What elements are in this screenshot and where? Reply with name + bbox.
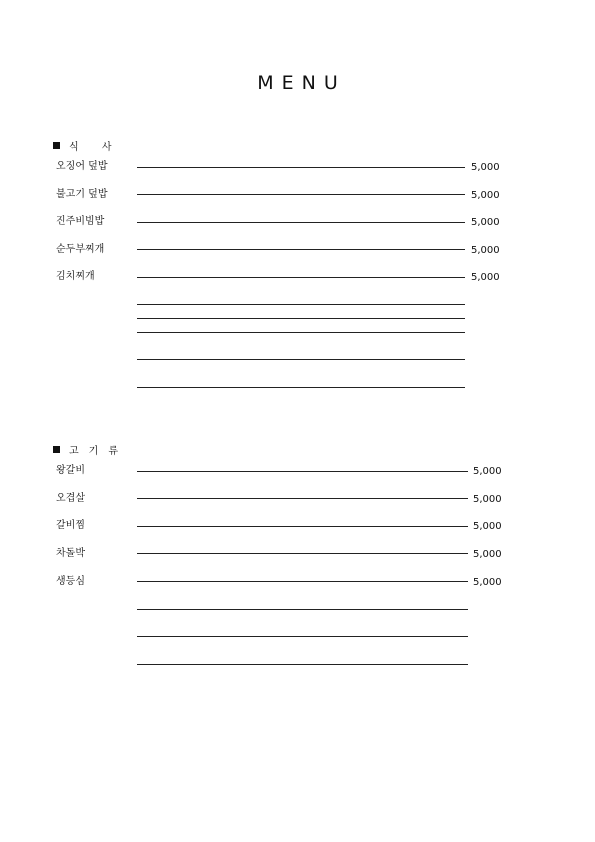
- menu-item-name: 갈비찜: [56, 520, 85, 531]
- menu-item-price: 5,000: [473, 466, 502, 477]
- menu-item-price: 5,000: [473, 549, 502, 560]
- leader-line: [137, 249, 465, 250]
- menu-item-price: 5,000: [473, 494, 502, 505]
- leader-line: [137, 194, 465, 195]
- leader-line: [137, 498, 468, 499]
- menu-item-name: 불고기 덮밥: [56, 189, 108, 200]
- leader-line: [137, 167, 465, 168]
- square-bullet-icon: [53, 142, 60, 149]
- menu-item-price: 5,000: [473, 521, 502, 532]
- section-label: 식 사: [69, 142, 122, 153]
- menu-item-price: 5,000: [471, 162, 500, 173]
- menu-item-name: 왕갈비: [56, 465, 85, 476]
- leader-line: [137, 581, 468, 582]
- menu-item-name: 오겹살: [56, 493, 85, 504]
- leader-line: [137, 222, 465, 223]
- page-title: MENU: [257, 72, 346, 94]
- leader-line: [137, 471, 468, 472]
- blank-line: [137, 332, 465, 333]
- menu-item-price: 5,000: [471, 217, 500, 228]
- menu-item-name: 생등심: [56, 576, 85, 587]
- blank-line: [137, 664, 468, 665]
- menu-item-price: 5,000: [473, 577, 502, 588]
- section-heading-meals: [53, 138, 122, 153]
- menu-item-name: 김치찌개: [56, 271, 95, 282]
- blank-line: [137, 636, 468, 637]
- section-label: 고기류: [69, 446, 128, 457]
- section-heading-meats: [53, 442, 128, 457]
- blank-line: [137, 387, 465, 388]
- blank-line: [137, 304, 465, 305]
- blank-line: [137, 359, 465, 360]
- leader-line: [137, 526, 468, 527]
- menu-item-price: 5,000: [471, 190, 500, 201]
- menu-item-name: 진주비빔밥: [56, 216, 105, 227]
- menu-item-price: 5,000: [471, 272, 500, 283]
- menu-item-price: 5,000: [471, 245, 500, 256]
- menu-item-name: 순두부찌개: [56, 244, 105, 255]
- menu-item-name: 차돌박: [56, 548, 85, 559]
- square-bullet-icon: [53, 446, 60, 453]
- leader-line: [137, 553, 468, 554]
- menu-item-name: 오징어 덮밥: [56, 161, 108, 172]
- blank-line: [137, 609, 468, 610]
- blank-line: [137, 318, 465, 319]
- leader-line: [137, 277, 465, 278]
